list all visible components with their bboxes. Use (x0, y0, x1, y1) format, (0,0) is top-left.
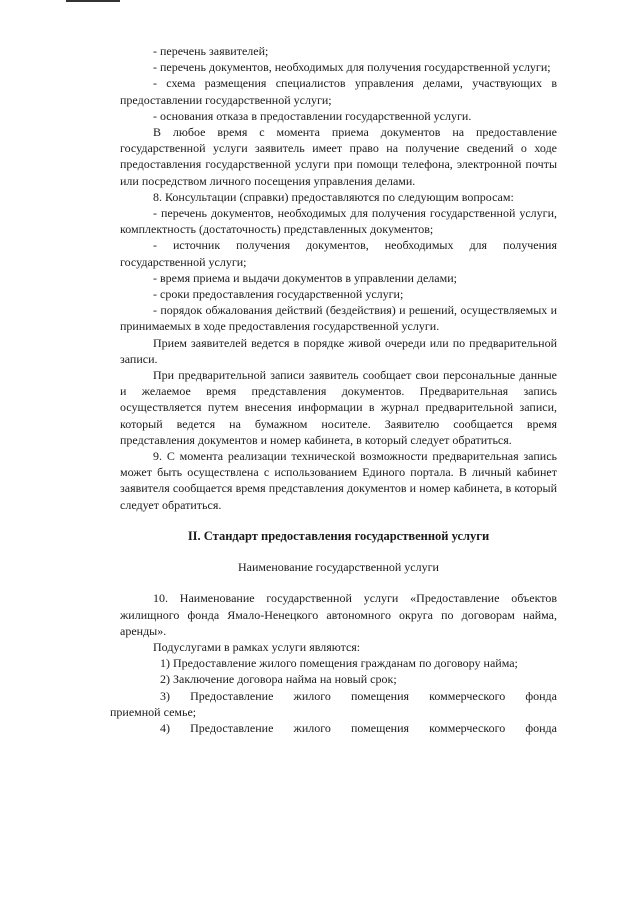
word: фонда (525, 720, 557, 735)
list-item-time: - время приема и выдачи документов в управлении делами; (153, 270, 457, 285)
paragraph-status-info: В любое время с момента приема документов на предоставление государственной услуги заявитель имеет право на получение сведений о ходе предоставления государственной услуги при помощи телефона, электронной почты или посредством личного посещения управления делами. (120, 125, 557, 188)
paragraph-reception: Прием заявителей ведется в порядке живой очереди или по предварительной записи. (120, 335, 557, 366)
paragraph-8-consultations: 8. Консультации (справки) предоставляются по следующим вопросам: (153, 189, 514, 204)
section-subheading: Наименование государственной услуги (238, 560, 439, 575)
word: Предоставление (190, 720, 274, 735)
word: помещения (350, 688, 410, 703)
subservice-item-3 (120, 688, 557, 704)
word: Предоставление (190, 688, 274, 703)
word: коммерческого (429, 688, 506, 703)
word: фонда (525, 688, 557, 703)
word: жилого (293, 720, 331, 735)
list-item-scheme: - схема размещения специалистов управления делами, участвующих в предоставлении государственной услуги; (120, 76, 557, 107)
list-item-documents: - перечень документов, необходимых для получения государственной услуги; (153, 60, 551, 75)
word: жилого (293, 688, 331, 703)
subservice-item-3-continuation: приемной семье; (110, 704, 197, 719)
paragraph-subservices: Подуслугами в рамках услуги являются: (153, 639, 361, 654)
list-item-applicants: - перечень заявителей; (153, 44, 269, 58)
word: коммерческого (429, 720, 506, 735)
document-page (110, 43, 557, 736)
paragraph-preregistration: При предварительной записи заявитель сообщает свои персональные данные и желаемое время представления документов. Предварительная запись осуществляется путем внесения информации в журнал предварительной записи, который ведется на бумажном носителе. Заявителю сообщается время представления документов и номер кабинета, в который следует обратиться. (120, 368, 557, 447)
list-item-appeal: - порядок обжалования действий (бездействия) и решений, осуществляемых и принимаемых в ходе предоставления государственной услуги. (120, 303, 557, 334)
word: 4) (160, 720, 170, 735)
subservice-item-2: 2) Заключение договора найма на новый срок; (160, 672, 397, 687)
list-item-source: - источник получения документов, необходимых для получения государственной услуги; (120, 238, 557, 269)
word: 3) (160, 688, 170, 703)
subservice-item-4 (120, 720, 557, 736)
list-item-refusal-grounds: - основания отказа в предоставлении государственной услуги. (153, 108, 472, 123)
subservice-item-1: 1) Предоставление жилого помещения гражданам по договору найма; (160, 656, 518, 671)
list-item-documents-completeness: - перечень документов, необходимых для получения государственной услуги, комплектность (достаточность) представленных документов; (120, 206, 557, 237)
section-heading: II. Стандарт предоставления государственной услуги (187, 528, 490, 543)
word: помещения (350, 720, 410, 735)
top-rule (66, 0, 120, 2)
list-item-terms: - сроки предоставления государственной услуги; (153, 287, 404, 302)
paragraph-9-portal: 9. С момента реализации технической возможности предварительная запись может быть осуществлена с использованием Единого портала. В личный кабинет заявителя сообщается время представления документов и номер кабинета, в который следует обратиться. (120, 449, 557, 512)
paragraph-10-name: 10. Наименование государственной услуги «Предоставление объектов жилищного фонда Ямало-Ненецкого автономного округа по договорам найма, аренды». (120, 591, 557, 638)
